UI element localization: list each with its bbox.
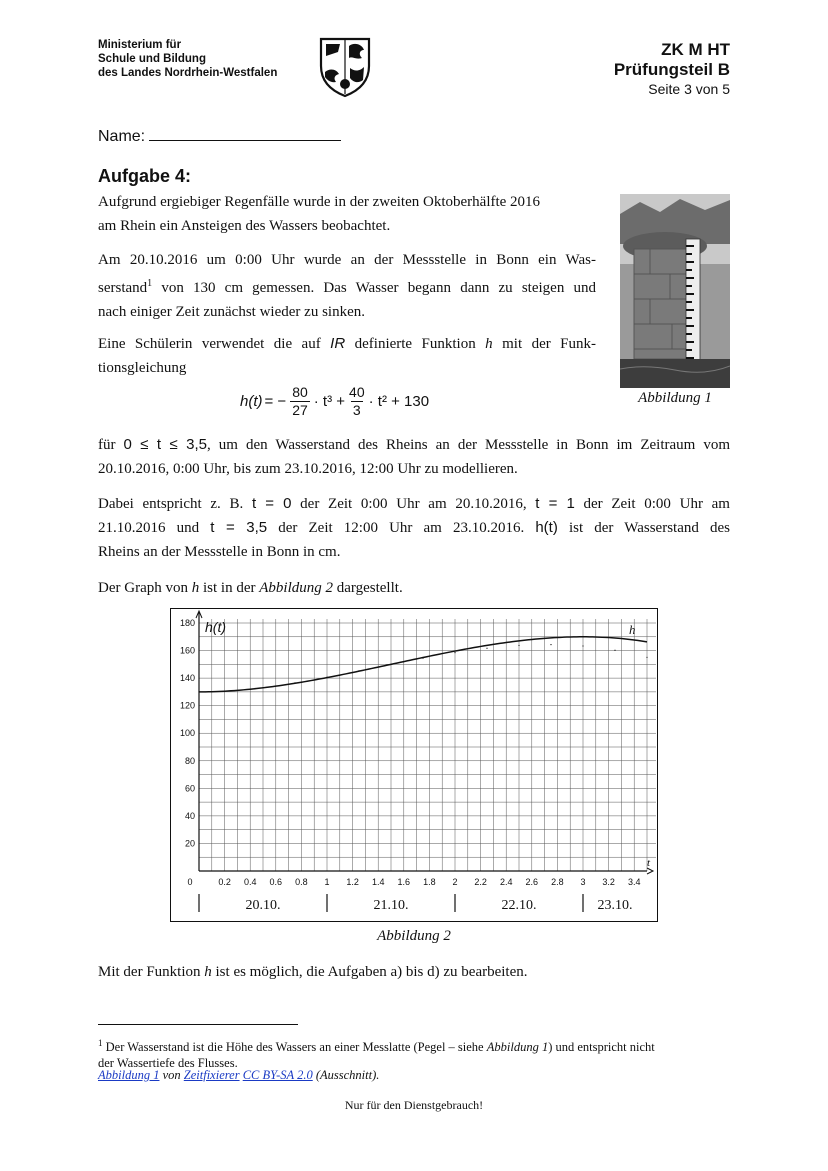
text-line xyxy=(98,332,596,356)
paragraph-graph-ref xyxy=(98,576,403,600)
x-tick-label: 0.6 xyxy=(269,877,283,887)
figure-ref: Abbildung 2 xyxy=(259,580,333,596)
text-line: Am 20.10.2016 um 0:00 Uhr wurde an der Messstelle in Bonn ein Was- xyxy=(98,252,596,268)
paragraph-closing xyxy=(98,960,528,984)
task-title: Aufgabe 4: xyxy=(98,166,192,186)
text-run: Der Wasserstand ist die Höhe des Wassers an einer Messlatte (Pegel – siehe xyxy=(102,1040,487,1055)
text-run: der Wassertiefe des Flusses. xyxy=(98,1056,238,1071)
text-run: ) und entspricht nicht xyxy=(548,1040,655,1055)
text-line xyxy=(98,272,596,300)
ministry-line: Schule und Bildung xyxy=(98,53,206,65)
math-t1: t = 1 xyxy=(535,495,575,512)
formula-lhs: h(t) xyxy=(240,392,263,410)
exam-part: Prüfungsteil B xyxy=(613,60,730,79)
y-tick-label: 140 xyxy=(179,673,195,684)
data-point xyxy=(614,650,615,651)
date-label: 21.10. xyxy=(373,898,409,913)
text-run: ist der Wasserstand des xyxy=(557,520,730,536)
fraction-denominator: 27 xyxy=(292,401,308,418)
x-tick-label: 1 xyxy=(324,877,330,887)
math-t35: t = 3,5 xyxy=(210,519,268,536)
math-h: h xyxy=(204,964,212,980)
y-tick-label: 100 xyxy=(179,728,195,739)
y-tick-label: 20 xyxy=(184,838,195,849)
text-run: definierte Funktion xyxy=(345,336,486,352)
x-tick-label: 2 xyxy=(452,877,458,887)
data-point xyxy=(422,658,423,659)
x-tick-label: 2.6 xyxy=(525,877,539,887)
function-equation xyxy=(240,381,431,421)
text-run: für xyxy=(98,437,124,453)
figure-ref: Abbildung 1 xyxy=(486,1040,549,1055)
text-line: tionsgleichung xyxy=(98,360,187,376)
paragraph-time-mapping xyxy=(98,492,730,564)
fraction-1 xyxy=(290,384,310,419)
text-run: Dabei entspricht z. B. xyxy=(98,496,252,512)
text-run: , um den Wasserstand des Rheins an der Messstelle in Bonn im Zeitraum vom xyxy=(207,437,730,453)
data-point xyxy=(454,652,455,653)
text-run: Der Graph von xyxy=(98,580,192,596)
formula-eq: = − xyxy=(264,392,287,410)
page-number: Seite 3 von 5 xyxy=(648,81,730,97)
exam-code: ZK M HT xyxy=(661,40,730,59)
x-axis-label: t xyxy=(647,857,651,869)
footnote-divider xyxy=(98,1024,298,1025)
text-line: Aufgrund ergiebiger Regenfälle wurde in der zweiten Oktoberhälfte 2016 xyxy=(98,194,541,210)
fraction-numerator: 80 xyxy=(292,383,308,400)
data-point xyxy=(358,670,359,671)
text-run: der Zeit 0:00 Uhr am xyxy=(574,496,730,512)
y-tick-label: 80 xyxy=(184,755,195,766)
data-point xyxy=(326,677,327,678)
text-run: dargestellt. xyxy=(332,580,403,596)
x-tick-label: 0.4 xyxy=(243,877,257,887)
text-line xyxy=(98,516,730,540)
formula-term: · t² + 130 xyxy=(368,392,430,410)
math-h: h xyxy=(191,580,200,596)
formula-term: · t³ + xyxy=(313,392,346,410)
text-run: ist es möglich, die Aufgaben a) bis d) zu bearbeiten. xyxy=(211,964,528,980)
math-h: h xyxy=(485,336,493,352)
ministry-line: des Landes Nordrhein-Westfalen xyxy=(98,67,278,79)
y-tick-label: 160 xyxy=(179,645,195,656)
paragraph-intro xyxy=(98,190,540,238)
fraction-2 xyxy=(349,384,365,419)
data-point xyxy=(262,687,263,688)
text-run: ist in der xyxy=(199,580,260,596)
y-tick-label: 180 xyxy=(179,618,195,628)
x-tick-label: 3.2 xyxy=(602,877,615,887)
fraction-denominator: 3 xyxy=(352,401,361,418)
data-point xyxy=(486,648,487,649)
data-point xyxy=(550,644,551,645)
figure-2-caption: Abbildung 2 xyxy=(377,928,451,944)
x-tick-label: 2.4 xyxy=(499,877,513,887)
x-tick-label: 2.8 xyxy=(551,877,564,887)
figure-1-caption: Abbildung 1 xyxy=(638,390,712,406)
math-t0: t = 0 xyxy=(251,495,292,512)
y-tick-label: 120 xyxy=(179,700,195,711)
footnote xyxy=(98,1035,738,1071)
x-tick-label: 1.4 xyxy=(371,877,385,887)
data-point xyxy=(390,664,391,665)
x-tick-label: 0.2 xyxy=(218,877,231,887)
y-axis-label: h(t) xyxy=(205,619,226,635)
text-line: am Rhein ein Ansteigen des Wassers beobachtet. xyxy=(98,218,391,234)
text-run: mit der Funk- xyxy=(492,336,597,352)
text-run: Mit der Funktion xyxy=(98,964,205,980)
y-tick-label: 60 xyxy=(184,783,195,794)
image-credit xyxy=(98,1068,379,1083)
math-domain: 0 ≤ t ≤ 3,5 xyxy=(123,436,208,453)
water-gauge-photo xyxy=(620,194,730,388)
fraction-numerator: 40 xyxy=(349,383,365,400)
origin-label: 0 xyxy=(187,877,193,887)
footnote-ref: 1 xyxy=(147,278,153,289)
text-run: der Zeit 12:00 Uhr am 23.10.2016. xyxy=(267,520,536,536)
text-run: von xyxy=(159,1068,184,1082)
data-point xyxy=(230,690,231,691)
credit-link-author[interactable]: Zeitfixierer xyxy=(183,1068,240,1082)
name-label: Name: xyxy=(98,128,146,145)
x-tick-label: 1.2 xyxy=(346,877,359,887)
nrw-coat-of-arms-logo xyxy=(318,36,372,98)
exam-header xyxy=(614,40,730,98)
paragraph-function xyxy=(98,332,596,380)
paragraph-domain xyxy=(98,433,730,481)
text-run: Eine Schülerin verwendet die auf xyxy=(98,336,331,352)
data-point xyxy=(198,691,199,692)
text-line: nach einiger Zeit zunächst wieder zu sinken. xyxy=(98,304,365,320)
date-label: 23.10. xyxy=(597,898,633,913)
text-line xyxy=(98,433,730,457)
date-label: 20.10. xyxy=(245,898,281,913)
text-line xyxy=(98,492,730,516)
curve-label: h xyxy=(629,622,636,637)
math-real-numbers: IR xyxy=(330,335,346,352)
data-point xyxy=(518,645,519,646)
x-tick-label: 2.2 xyxy=(474,877,487,887)
x-tick-label: 0.8 xyxy=(295,877,308,887)
ministry-name xyxy=(98,38,277,80)
data-point xyxy=(646,657,647,658)
internal-use-note: Nur für den Dienstgebrauch! xyxy=(344,1098,484,1112)
x-tick-label: 3.4 xyxy=(627,877,641,887)
chart-frame xyxy=(171,609,658,922)
footnote-number: 1 xyxy=(98,1038,103,1048)
credit-link-figure[interactable]: Abbildung 1 xyxy=(98,1068,160,1082)
text-line: 20.10.2016, 0:00 Uhr, bis zum 23.10.2016, 12:00 Uhr zu modellieren. xyxy=(98,461,518,477)
text-run: der Zeit 0:00 Uhr am 20.10.2016, xyxy=(291,496,536,512)
ministry-line: Ministerium für xyxy=(98,39,182,51)
x-tick-label: 1.8 xyxy=(423,877,436,887)
name-blank-line[interactable] xyxy=(149,126,341,141)
x-tick-label: 1.6 xyxy=(397,877,411,887)
text-line: Rheins an der Messstelle in Bonn in cm. xyxy=(98,544,341,560)
x-tick-label: 3 xyxy=(580,877,586,887)
text-run: serstand xyxy=(98,280,148,296)
credit-link-license[interactable]: CC BY-SA 2.0 xyxy=(242,1068,313,1082)
text-run: von 130 cm gemessen. Das Wasser begann dann zu steigen und xyxy=(152,280,596,296)
y-tick-label: 40 xyxy=(184,810,195,821)
water-level-chart xyxy=(170,608,658,922)
data-point xyxy=(582,645,583,646)
paragraph-measurement xyxy=(98,248,596,324)
date-label: 22.10. xyxy=(501,898,537,913)
text-run: 21.10.2016 und xyxy=(98,520,211,536)
name-field xyxy=(98,126,341,146)
text-run: (Ausschnitt). xyxy=(312,1068,380,1082)
math-ht: h(t) xyxy=(535,519,558,536)
data-point xyxy=(294,682,295,683)
